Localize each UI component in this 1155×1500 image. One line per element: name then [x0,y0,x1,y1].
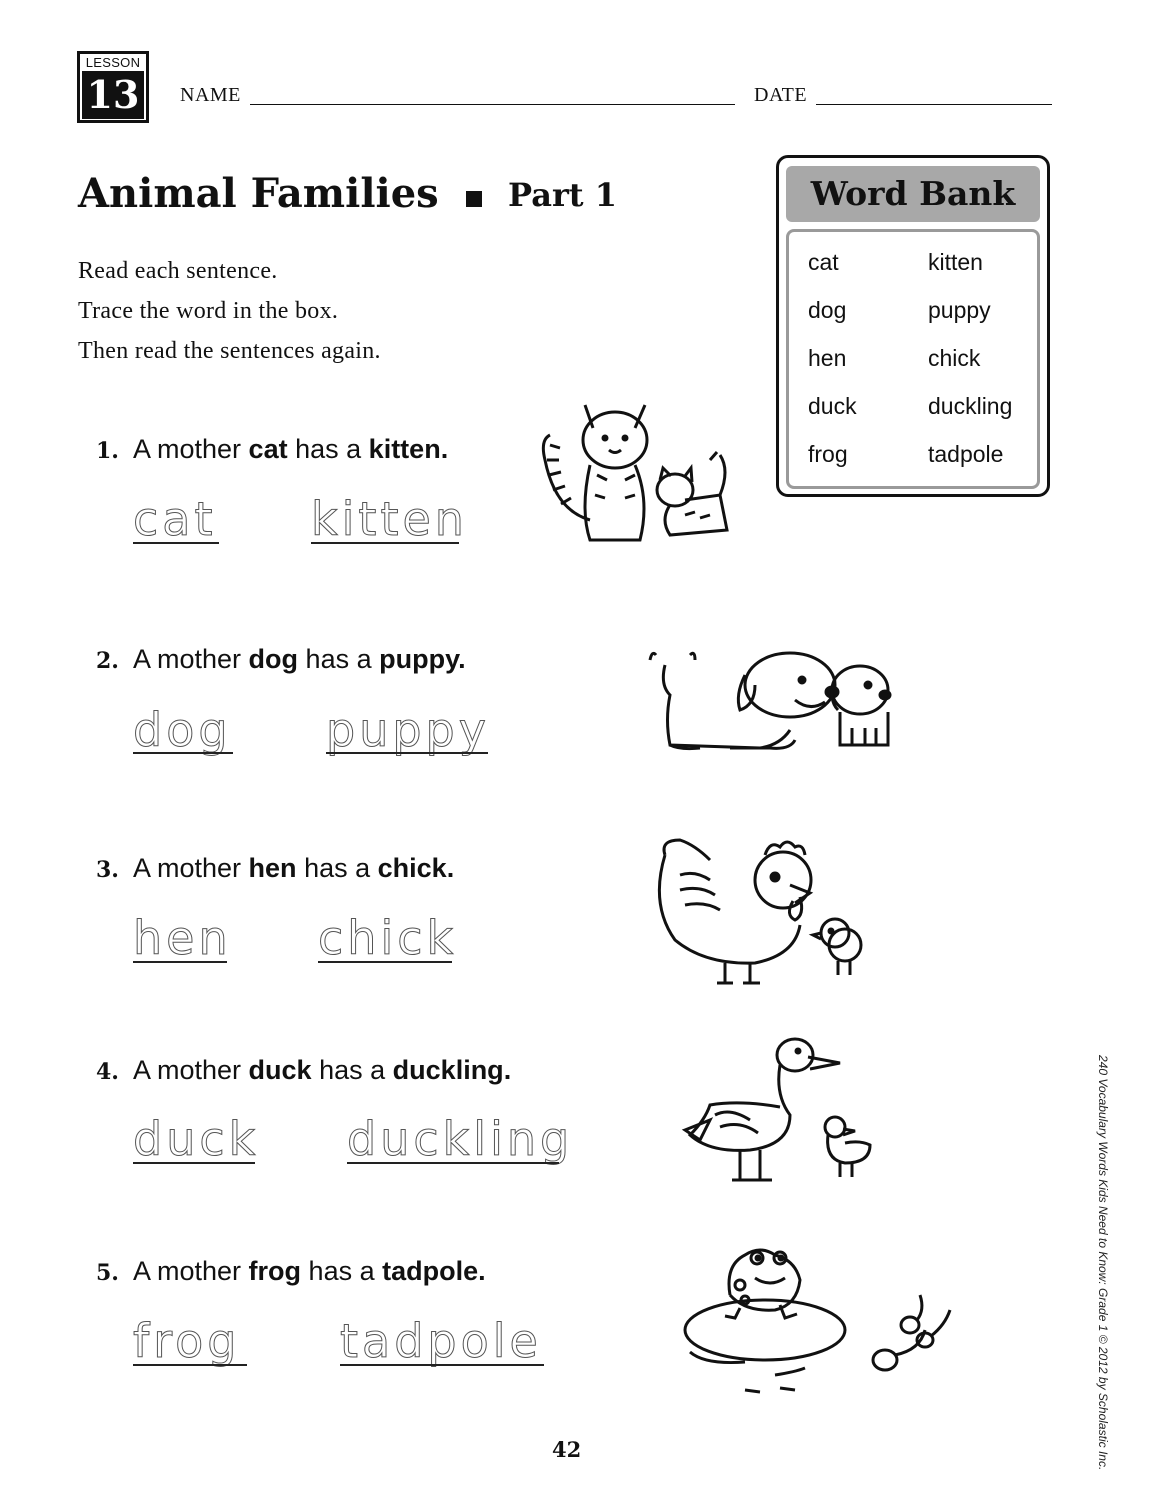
trace-baseline [326,752,488,754]
sentence-parent-word: cat [248,434,288,464]
sentence-text: has a [308,1256,375,1286]
sentence-3 [96,853,454,884]
trace-baseline [133,1162,255,1164]
word-bank-word: dog [808,297,847,323]
trace-baseline [311,542,459,544]
word-bank-word: cat [808,249,839,275]
word-bank-word: puppy [928,297,991,323]
trace-word[interactable]: duckling [347,1112,574,1166]
trace-baseline [133,752,233,754]
lesson-label: LESSON [85,55,141,70]
sentence-parent-word: hen [248,853,297,883]
sentence-5 [96,1256,486,1287]
word-bank-word: tadpole [928,441,1004,467]
sentence-period: . [478,1256,486,1286]
sentence-period: . [503,1055,512,1085]
sentence-parent-word: dog [248,644,299,674]
page-number: 42 [552,1437,582,1462]
sentence-period: . [446,853,455,883]
title-bullet [466,191,482,207]
trace-word[interactable]: dog [133,703,232,757]
trace-baseline [133,542,219,544]
sentence-4 [96,1055,511,1086]
word-bank-title: Word Bank [786,166,1040,222]
sentence-text: A mother [132,853,242,883]
trace-word[interactable]: duck [133,1112,260,1166]
sentence-child-word: puppy [379,644,459,674]
sentence-text: A mother [132,1256,242,1286]
sentence-parent-word: frog [248,1256,302,1286]
word-bank-word: duckling [928,393,1013,419]
instruction-3: Then read the sentences again. [78,338,381,364]
sentence-child-word: duckling [392,1055,504,1085]
trace-word[interactable]: cat [133,492,217,546]
date-label: DATE [754,84,808,106]
sentence-period: . [440,434,449,464]
date-field-line[interactable] [816,104,1052,105]
sentence-1 [96,434,448,465]
trace-baseline [347,1162,559,1164]
word-bank-word: hen [808,345,847,371]
sentence-text: A mother [132,1055,242,1085]
trace-baseline [133,961,227,963]
word-bank-word: kitten [928,249,983,275]
sentence-child-word: tadpole [382,1256,479,1286]
instruction-1: Read each sentence. [78,258,278,284]
word-bank-word: frog [808,441,848,467]
word-bank-word: duck [808,393,857,419]
dog-puppy-illustration [640,640,895,760]
page-title: Animal Families [78,170,439,217]
trace-word[interactable]: kitten [311,492,468,546]
sentence-2 [96,644,466,675]
trace-baseline [133,1364,247,1366]
trace-word[interactable]: puppy [326,703,490,757]
lesson-number: 13 [82,71,144,119]
trace-word[interactable]: hen [133,911,232,965]
sentence-text: has a [305,644,372,674]
instruction-2: Trace the word in the box. [78,298,339,324]
sentence-text: has a [295,434,362,464]
copyright-note: 240 Vocabulary Words Kids Need to Know: Grade 1 © 2012 by Scholastic Inc. [1096,1055,1110,1471]
trace-baseline [318,961,452,963]
name-label: NAME [180,84,241,106]
duck-duckling-illustration [680,1035,880,1190]
sentence-child-word: chick [377,853,447,883]
trace-baseline [340,1364,544,1366]
cat-kitten-illustration [535,400,735,550]
sentence-text: A mother [132,434,242,464]
hen-chick-illustration [655,835,875,990]
sentence-period: . [458,644,466,674]
sentence-number: 4. [96,1059,119,1085]
sentence-number: 2. [96,648,119,674]
word-bank-word: chick [928,345,981,371]
sentence-number: 5. [96,1260,119,1286]
sentence-parent-word: duck [248,1055,312,1085]
trace-word[interactable]: tadpole [340,1314,542,1368]
sentence-child-word: kitten [368,434,441,464]
name-field-line[interactable] [250,104,735,105]
sentence-text: has a [319,1055,386,1085]
sentence-text: A mother [132,644,242,674]
sentence-text: has a [304,853,371,883]
lesson-badge [77,51,149,123]
trace-word[interactable]: chick [318,911,458,965]
sentence-number: 3. [96,857,119,883]
page-subtitle: Part 1 [508,176,617,214]
trace-word[interactable]: frog [133,1314,241,1368]
sentence-number: 1. [96,438,119,464]
frog-tadpole-illustration [685,1240,960,1415]
